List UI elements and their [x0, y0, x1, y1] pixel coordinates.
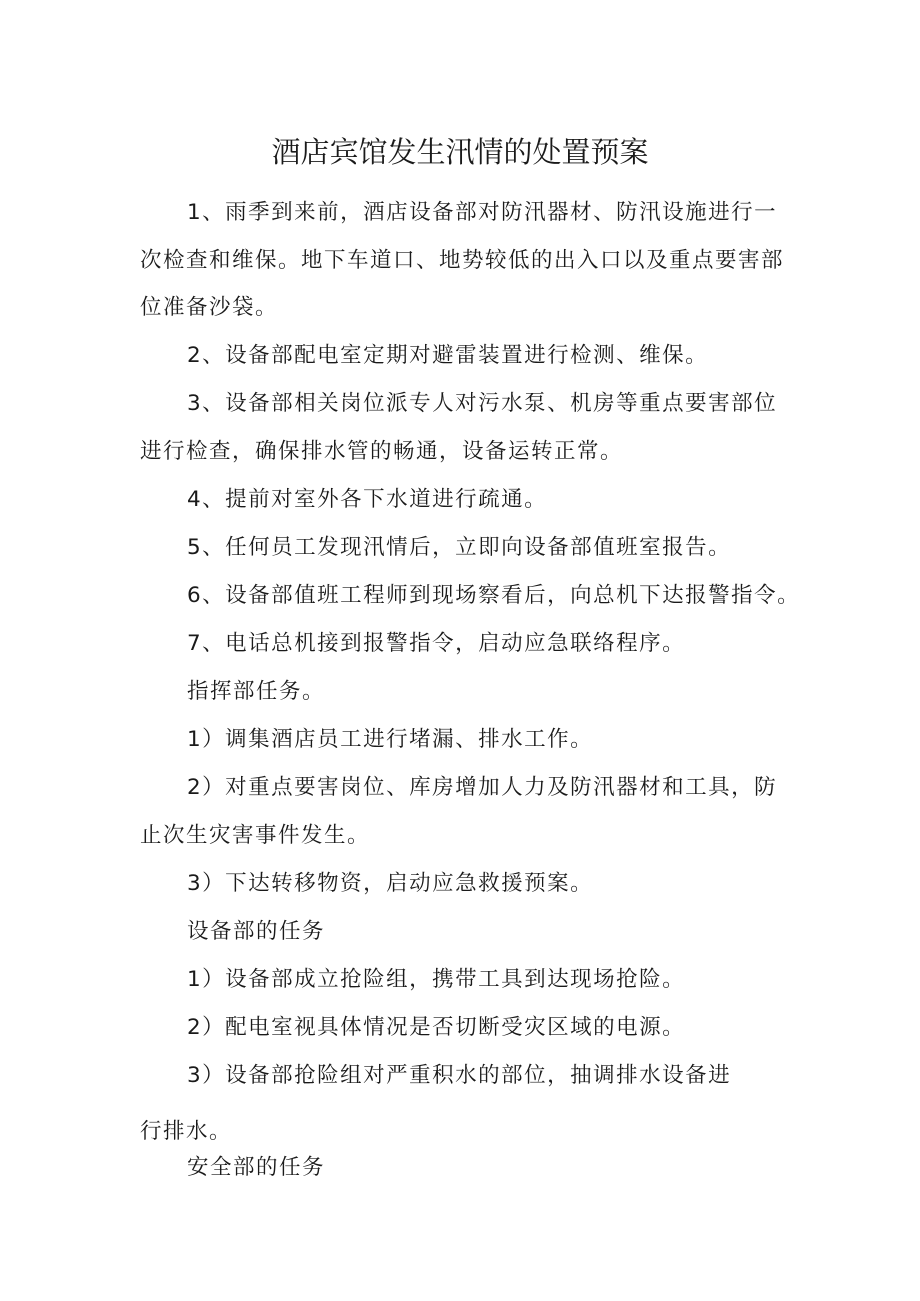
document-title: 酒店宾馆发生汛情的处置预案	[271, 135, 649, 169]
paragraph-line: 4、提前对室外各下水道进行疏通。	[187, 487, 548, 512]
section-heading-line: 安全部的任务	[187, 1155, 326, 1180]
paragraph-line: 进行检查，确保排水管的畅通，设备运转正常。	[140, 439, 624, 464]
paragraph-line: 2）配电室视具体情况是否切断受灾区域的电源。	[187, 1015, 686, 1040]
paragraph-line: 次检查和维保。地下车道口、地势较低的出入口以及重点要害部	[140, 248, 785, 273]
paragraph-line: 位准备沙袋。	[140, 295, 279, 320]
paragraph-line: 行排水。	[140, 1119, 233, 1144]
paragraph-line: 7、电话总机接到报警指令，启动应急联络程序。	[187, 631, 686, 656]
paragraph-line: 2）对重点要害岗位、库房增加人力及防汛器材和工具，防	[187, 775, 778, 800]
paragraph-line: 1）设备部成立抢险组，携带工具到达现场抢险。	[187, 967, 686, 992]
paragraph-line: 6、设备部值班工程师到现场察看后，向总机下达报警指令。	[187, 583, 801, 608]
paragraph-line: 1）调集酒店员工进行堵漏、排水工作。	[187, 727, 594, 752]
paragraph-line: 2、设备部配电室定期对避雷装置进行检测、维保。	[187, 343, 709, 368]
section-heading-line: 指挥部任务。	[187, 679, 326, 704]
paragraph-line: 1、雨季到来前，酒店设备部对防汛器材、防汛设施进行一	[187, 200, 778, 225]
paragraph-line: 3、设备部相关岗位派专人对污水泵、机房等重点要害部位	[187, 391, 778, 416]
paragraph-line: 3）设备部抢险组对严重积水的部位，抽调排水设备进	[187, 1063, 732, 1088]
paragraph-line: 止次生灾害事件发生。	[140, 823, 371, 848]
paragraph-line: 5、任何员工发现汛情后，立即向设备部值班室报告。	[187, 535, 732, 560]
paragraph-line: 3）下达转移物资，启动应急救援预案。	[187, 871, 594, 896]
section-heading-line: 设备部的任务	[187, 919, 326, 944]
